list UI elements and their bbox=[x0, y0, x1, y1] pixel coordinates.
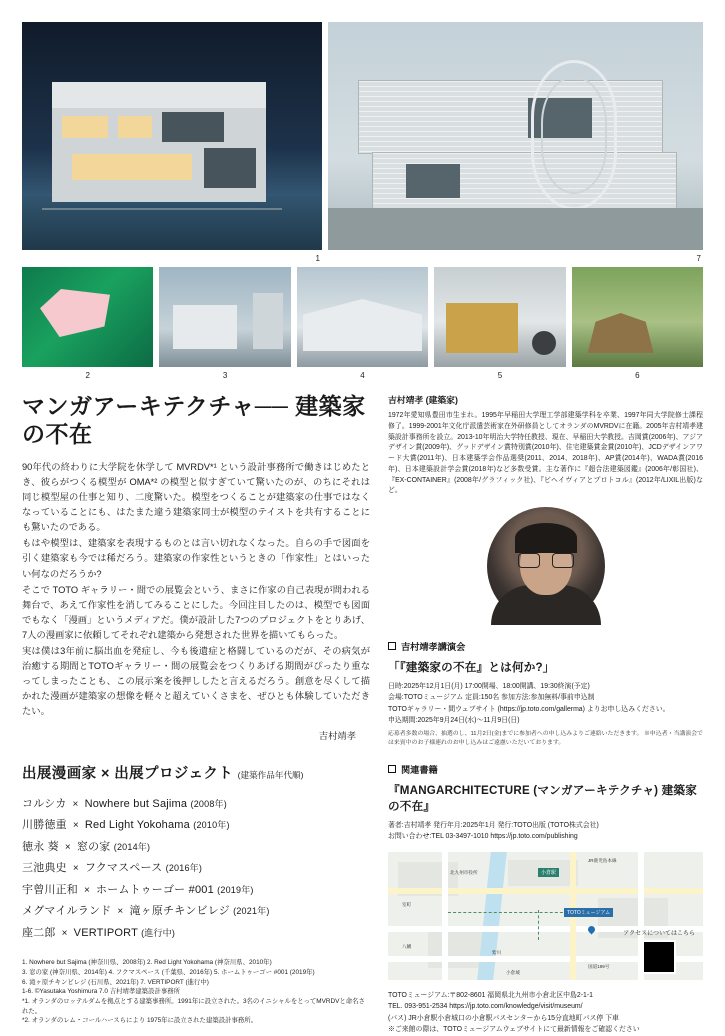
walking-route bbox=[448, 912, 568, 913]
footnote-line: 3. 窓の家 (神奈川県、2014年) 4. フクマスペース (千葉県、2016年) 5. ホームトゥーゴー #001 (2019年) bbox=[22, 968, 315, 976]
railing bbox=[42, 208, 282, 210]
lit-window bbox=[72, 154, 192, 180]
spiral-stair-inner bbox=[541, 76, 607, 194]
lead-text bbox=[22, 460, 370, 719]
access-caption: アクセスについてはこちら bbox=[623, 930, 695, 937]
museum-address: TOTOミュージアム:〒802-8601 福岡県北九州市小倉北区中島2-1-1 bbox=[388, 991, 593, 999]
footnote-line: 6. 滝ヶ原チキンビレジ (石川県、2021年) 7. VERTIPORT (進行中) bbox=[22, 978, 209, 986]
list-item bbox=[22, 815, 370, 836]
list-item bbox=[22, 923, 370, 944]
manga-artist: 川勝徳重 bbox=[22, 819, 67, 832]
lead-paragraph: 実は僕は3年前に脳出血を発症し、今も後遺症と格闘しているのだが、その病気が治癒する期間とTOTOギャラリー・間の展覧会をつくりあげる期間がぴったり重なってしまったことも、この展示案を後押ししたと言えるだろう。創意を尽くして描かれた漫画が建築家の想像を軽々と超えていくさまを、ぜひとも体験していただきたい。 bbox=[22, 645, 370, 716]
manga-artist: コルシカ bbox=[22, 797, 67, 810]
dark-opening bbox=[162, 112, 224, 142]
lecture-detail-line: 会場:TOTOミュージアム 定員:150名 参加方法:参加無料/事前申込制 bbox=[388, 694, 595, 702]
author-signature: 吉村靖孝 bbox=[318, 730, 356, 741]
project-name: Red Light Yokohama bbox=[84, 819, 190, 832]
left-column bbox=[22, 393, 370, 1036]
manga-artist: 座二郎 bbox=[22, 926, 56, 939]
footnote-line: 1. Nowhere but Sajima (神奈川県、2008年) 2. Red Light Yokohama (神奈川県、2010年) bbox=[22, 959, 272, 967]
cross-symbol: × bbox=[84, 884, 91, 896]
beach-house-volume bbox=[52, 82, 266, 202]
glasses-icon bbox=[518, 553, 574, 568]
thumbnail-3 bbox=[159, 267, 290, 380]
book-heading-label: 関連書籍 bbox=[401, 764, 438, 775]
lit-window bbox=[62, 116, 108, 138]
qr-code-icon[interactable] bbox=[642, 940, 676, 974]
list-item bbox=[22, 794, 370, 815]
exhibit-section-heading bbox=[22, 762, 370, 783]
museum-marker: TOTOミュージアム bbox=[564, 908, 613, 917]
content-columns bbox=[22, 393, 703, 1036]
book-detail-line: 著者:吉村靖孝 発行年月:2025年1月 発行:TOTO出版 (TOTO株式会社) bbox=[388, 821, 599, 829]
lead-paragraph: 90年代の終わりに大学院を休学して MVRDV*¹ という設計事務所で働きはじめたとき、彼らがつくる模型が OMA*² の模型と似すぎていて驚いたのが、のちにそれは同じ模型屋の仕事と知り、二度驚いた。模型をつくることが建築家の仕事ではなくなっていることにも、はたまた違う建築家同士が模型のテイストを共有することにも驚いたのである。 bbox=[22, 462, 370, 533]
book-detail-line: お問い合わせ:TEL 03-3497-1010 https://jp.toto.com/publishing bbox=[388, 832, 578, 840]
footnote-line: *1. オランダのロッテルダムを拠点とする建築事務所。1991年に設立された。3名のイニシャルをとってMVRDVと命名された。 bbox=[22, 997, 365, 1015]
thumbnail-5 bbox=[434, 267, 565, 380]
lecture-detail-line: TOTOギャラリー・間ウェブサイト (https://jp.toto.com/gallerma) よりお申し込みください。 bbox=[388, 705, 670, 713]
lecture-heading-label: 吉村靖孝講演会 bbox=[401, 642, 466, 653]
map-label: 紫川 bbox=[492, 949, 502, 955]
lead-paragraph: そこで TOTO ギャラリー・間での展覧会という、まさに作家の自己表現が問われる舞台で、あえて作家性を消してみることにした。今回注目したのは、模型でも図面でもなく「漫画」というメディアだ。僕が設計した7つのプロジェクトをとりあげ、7人の漫画家に依頼してそれぞれ建築から発想された世界を描いてもらった。 bbox=[22, 584, 370, 640]
project-year: (2016年) bbox=[165, 863, 203, 874]
book-title: 『MANGARCHITECTURE (マンガアーキテクチャ) 建築家の不在』 bbox=[388, 783, 697, 813]
map-label: 国道199号 bbox=[588, 963, 610, 969]
thumbnail-6 bbox=[572, 267, 703, 380]
project-name: 窓の家 bbox=[76, 840, 111, 853]
cross-symbol: × bbox=[64, 841, 71, 853]
lead-paragraph: もはや模型は、建築家を表現するものとは言い切れなくなった。自らの手で図面を引く建築家も今では稀だろう。建築家の作家性というときの「作家性」とはいったい何なのだろうか? bbox=[22, 538, 370, 579]
figure-number: 2 bbox=[85, 371, 90, 380]
project-year: (進行中) bbox=[141, 927, 176, 938]
exhibit-heading-left: 出展漫画家 bbox=[22, 765, 97, 782]
project-name: ホームトゥーゴー #001 bbox=[96, 883, 214, 896]
ground bbox=[328, 208, 703, 250]
book-section-heading bbox=[388, 762, 703, 776]
station-marker: 小倉駅 bbox=[538, 868, 559, 877]
footnotes bbox=[22, 958, 370, 1026]
lecture-detail-line: 日時:2025年12月1日(月) 17:00開場、18:00開講、19:30終演(予定) bbox=[388, 683, 590, 691]
map-label: 北九州市役所 bbox=[450, 869, 478, 875]
hero-image-1 bbox=[22, 22, 322, 263]
lit-window bbox=[118, 116, 152, 138]
map-label: JR鹿児島本線 bbox=[588, 857, 617, 863]
architect-portrait bbox=[487, 507, 605, 625]
exhibit-pair-list bbox=[22, 794, 370, 944]
lecture-detail-line: 申込期間:2025年9月24日(水)〜11月9日(日) bbox=[388, 716, 520, 724]
hero-image-7 bbox=[328, 22, 703, 263]
access-map bbox=[388, 852, 703, 980]
access-qr-block[interactable] bbox=[623, 930, 695, 974]
figure-number: 5 bbox=[497, 371, 503, 380]
right-column bbox=[388, 393, 703, 1036]
road bbox=[442, 852, 448, 980]
architect-name: 吉村靖孝 (建築家) bbox=[388, 395, 458, 405]
dark-opening bbox=[204, 148, 256, 188]
book-details bbox=[388, 820, 703, 842]
thumbnail-row bbox=[22, 267, 703, 380]
museum-notice: ※ご来館の際は、TOTOミュージアムウェブサイトにて最新情報をご確認ください bbox=[388, 1026, 640, 1034]
lecture-title: 「『建築家の不在』とは何か?」 bbox=[388, 661, 555, 675]
main-road bbox=[388, 888, 703, 894]
project-year: (2008年) bbox=[190, 798, 227, 809]
project-year: (2019年) bbox=[217, 884, 254, 895]
map-label: 室町 bbox=[402, 901, 412, 907]
project-name: フクマスペース bbox=[84, 862, 163, 875]
museum-contact: TEL. 093-951-2534 https://jp.toto.com/knowledge/visit/museum/ bbox=[388, 1003, 583, 1011]
project-name: Nowhere but Sajima bbox=[84, 797, 188, 810]
museum-info bbox=[388, 990, 703, 1036]
project-year: (2021年) bbox=[233, 906, 270, 917]
hero-image-row bbox=[22, 22, 703, 263]
exhibit-heading-sub: (建築作品年代順) bbox=[237, 769, 304, 780]
dark-opening bbox=[406, 164, 460, 198]
square-bullet-icon bbox=[388, 642, 396, 650]
cross-symbol: × bbox=[72, 820, 79, 832]
manga-artist: メグマイルランド bbox=[22, 905, 112, 918]
figure-number: 1 bbox=[315, 254, 320, 263]
square-bullet-icon bbox=[388, 765, 396, 773]
cross-symbol: × bbox=[72, 863, 79, 875]
figure-number: 3 bbox=[222, 371, 228, 380]
sea bbox=[22, 196, 322, 250]
walking-route bbox=[538, 910, 540, 940]
footnote-line: 1-6. ©Yasutaka Yoshimura 7.0 吉村靖孝建築設計事務所 bbox=[22, 988, 181, 996]
project-year: (2010年) bbox=[193, 820, 230, 831]
lecture-details bbox=[388, 681, 703, 726]
list-item bbox=[22, 837, 370, 858]
cross-symbol: × bbox=[100, 765, 110, 782]
manga-artist: 徳永 葵 bbox=[22, 840, 59, 853]
list-item bbox=[22, 880, 370, 901]
list-item bbox=[22, 858, 370, 879]
city-block bbox=[428, 932, 484, 968]
container-volume-upper bbox=[358, 80, 663, 154]
cross-symbol: × bbox=[61, 927, 68, 939]
cross-symbol: × bbox=[117, 906, 124, 918]
manga-artist: 宇曾川正和 bbox=[22, 883, 78, 896]
manga-artist: 三池典史 bbox=[22, 862, 67, 875]
project-name: VERTIPORT bbox=[73, 926, 138, 939]
thumbnail-4 bbox=[297, 267, 428, 380]
thumbnail-2 bbox=[22, 267, 153, 380]
portrait-hair bbox=[515, 523, 577, 553]
map-label: 小倉城 bbox=[506, 969, 520, 975]
footnote-line: *2. オランダのレム・コールハースらにより 1975年に設立された建築設計事務所。 bbox=[22, 1017, 258, 1025]
list-item bbox=[22, 901, 370, 922]
project-year: (2014年) bbox=[113, 841, 151, 852]
project-name: 滝ヶ原チキンビレジ bbox=[129, 905, 230, 918]
architect-bio: 1972年愛知県豊田市生まれ。1995年早稲田大学理工学部建築学科を卒業、1997年同大学院修士課程修了。1999-2001年文化庁派遣芸術家在外研修員としてオランダのMVRDVに在籍。2005年吉村靖孝建築設計事務所を設立。2013-10年明治大学特任教授、現在、早稲田大学教授。吉岡賞(2006年)、アジアデザイン賞(2009年)、グッドデザイン賞特別賞(2010年)、住宅建築賞金賞(2010年)、JCDデザインアワード大賞(2011年)、日本建築学会作品選奨(2011、2014、2018年)、AP賞(2014年)、WADA賞(2016年)、日本建築設計学会賞(2018年)など多数受賞。主な著作に『超合法建築図鑑』(2006年/彰国社)、『EX-CONTAINER』(2008年/グラフィック社)、『ビヘイヴィアとプロトコル』(2012年/LIXIL出版)など。 bbox=[388, 412, 703, 495]
lecture-note: 応募者多数の場合、抽選のし、11月2日(金)までに参加者への申し込みよりご連絡いただきます。 ※申込者・当講演会では来賓中のお子様連れのお申し込みはご遠慮いただいております。 bbox=[388, 730, 703, 746]
page-title: マンガアーキテクチャ── 建築家の不在 bbox=[22, 393, 366, 447]
figure-number: 7 bbox=[696, 254, 701, 263]
exhibit-heading-right: 出展プロジェクト bbox=[114, 765, 234, 782]
figure-number: 6 bbox=[635, 371, 640, 380]
museum-transit: (バス) JR小倉駅小倉城口の小倉駅バスセンターから15分直地町バス停 下車 bbox=[388, 1014, 619, 1022]
lecture-section-heading bbox=[388, 639, 703, 653]
map-label: 八幡 bbox=[402, 943, 412, 949]
figure-number: 4 bbox=[360, 371, 365, 380]
cross-symbol: × bbox=[72, 798, 79, 810]
